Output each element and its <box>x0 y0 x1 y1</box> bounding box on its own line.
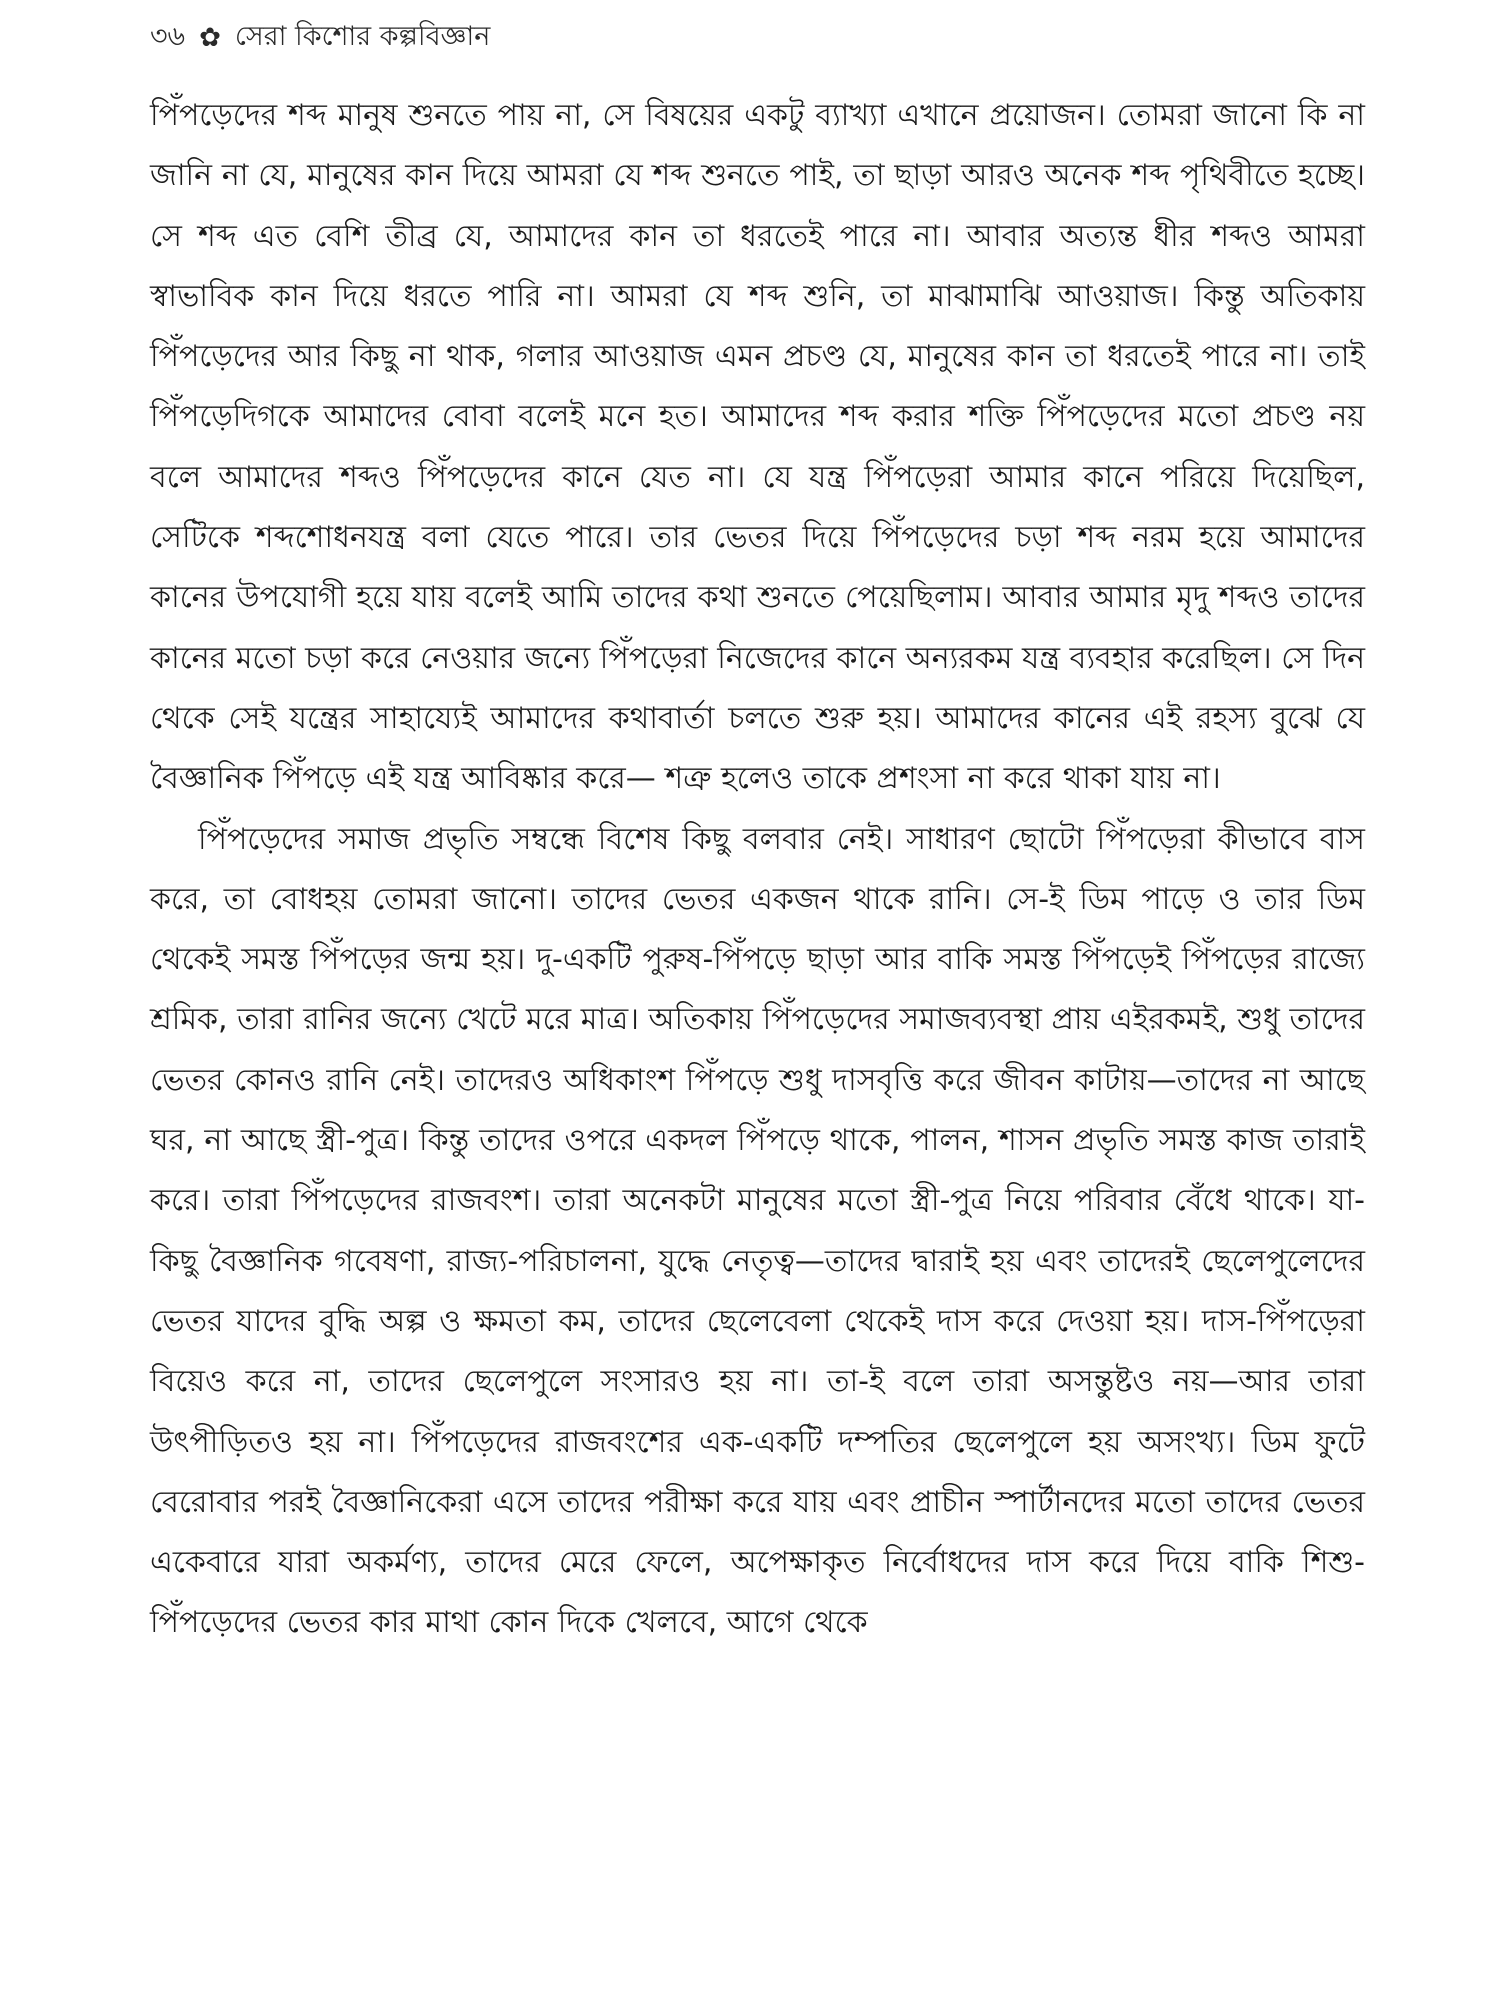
paragraph: পিঁপড়েদের সমাজ প্রভৃতি সম্বন্ধে বিশেষ কিছু বলবার নেই। সাধারণ ছোটো পিঁপড়েরা কীভাবে বাস করে, তা বোধহয় তোমরা জানো। তাদের ভেতর একজন থাকে রানি। সে-ই ডিম পাড়ে ও তার ডিম থেকেই সমস্ত পিঁপড়ের জন্ম হয়। দু-একটি পুরুষ-পিঁপড়ে ছাড়া আর বাকি সমস্ত পিঁপড়েই পিঁপড়ের রাজ্যে শ্রমিক, তারা রানির জন্যে খেটে মরে মাত্র। অতিকায় পিঁপড়েদের সমাজব্যবস্থা প্রায় এইরকমই, শুধু তাদের ভেতর কোনও রানি নেই। তাদেরও অধিকাংশ পিঁপড়ে শুধু দাসবৃত্তি করে জীবন কাটায়—তাদের না আছে ঘর, না আছে স্ত্রী-পুত্র। কিন্তু তাদের ওপরে একদল পিঁপড়ে থাকে, পালন, শাসন প্রভৃতি সমস্ত কাজ তারাই করে। তারা পিঁপড়েদের রাজবংশ। তারা অনেকটা মানুষের মতো স্ত্রী-পুত্র নিয়ে পরিবার বেঁধে থাকে। যা-কিছু বৈজ্ঞানিক গবেষণা, রাজ্য-পরিচালনা, যুদ্ধে নেতৃত্ব—তাদের দ্বারাই হয় এবং তাদেরই ছেলেপুলেদের ভেতর যাদের বুদ্ধি অল্প ও ক্ষমতা কম, তাদের ছেলেবেলা থেকেই দাস করে দেওয়া হয়। দাস-পিঁপড়েরা বিয়েও করে না, তাদের ছেলেপুলে সংসারও হয় না। তা-ই বলে তারা অসন্তুষ্টও নয়—আর তারা উৎপীড়িতও হয় না। পিঁপড়েদের রাজবংশের এক-একটি দম্পতির ছেলেপুলে হয় অসংখ্য। ডিম ফুটে বেরোবার পরই বৈজ্ঞানিকেরা এসে তাদের পরীক্ষা করে যায় এবং প্রাচীন স্পার্টানদের মতো তাদের ভেতর একেবারে যারা অকর্মণ্য, তাদের মেরে ফেলে, অপেক্ষাকৃত নির্বোধদের দাস করে দিয়ে বাকি শিশু-পিঁপড়েদের ভেতর কার মাথা কোন দিকে খেলবে, আগে থেকে <box>150 821 1365 1641</box>
book-title: সেরা কিশোর কল্পবিজ্ঞান <box>234 20 491 52</box>
page-header <box>150 18 1365 58</box>
page-body <box>150 86 1365 1654</box>
paragraph: পিঁপড়েদের শব্দ মানুষ শুনতে পায় না, সে বিষয়ের একটু ব্যাখ্যা এখানে প্রয়োজন। তোমরা জানো কি না জানি না যে, মানুষের কান দিয়ে আমরা যে শব্দ শুনতে পাই, তা ছাড়া আরও অনেক শব্দ পৃথিবীতে হচ্ছে। সে শব্দ এত বেশি তীব্র যে, আমাদের কান তা ধরতেই পারে না। আবার অত্যন্ত ধীর শব্দও আমরা স্বাভাবিক কান দিয়ে ধরতে পারি না। আমরা যে শব্দ শুনি, তা মাঝামাঝি আওয়াজ। কিন্তু অতিকায় পিঁপড়েদের আর কিছু না থাক, গলার আওয়াজ এমন প্রচণ্ড যে, মানুষের কান তা ধরতেই পারে না। তাই পিঁপড়েদিগকে আমাদের বোবা বলেই মনে হত। আমাদের শব্দ করার শক্তি পিঁপড়েদের মতো প্রচণ্ড নয় বলে আমাদের শব্দও পিঁপড়েদের কানে যেত না। যে যন্ত্র পিঁপড়েরা আমার কানে পরিয়ে দিয়েছিল, সেটিকে শব্দশোধনযন্ত্র বলা যেতে পারে। তার ভেতর দিয়ে পিঁপড়েদের চড়া শব্দ নরম হয়ে আমাদের কানের উপযোগী হয়ে যায় বলেই আমি তাদের কথা শুনতে পেয়েছিলাম। আবার আমার মৃদু শব্দও তাদের কানের মতো চড়া করে নেওয়ার জন্যে পিঁপড়েরা নিজেদের কানে অন্যরকম যন্ত্র ব্যবহার করেছিল। সে দিন থেকে সেই যন্ত্রের সাহায্যেই আমাদের কথাবার্তা চলতে শুরু হয়। আমাদের কানের এই রহস্য বুঝে যে বৈজ্ঞানিক পিঁপড়ে এই যন্ত্র আবিষ্কার করে— শত্রু হলেও তাকে প্রশংসা না করে থাকা যায় না। <box>150 98 1365 797</box>
flower-ornament-icon: ✿ <box>199 23 221 53</box>
page-number: ৩৬ <box>150 20 186 52</box>
book-page <box>150 18 1365 1988</box>
